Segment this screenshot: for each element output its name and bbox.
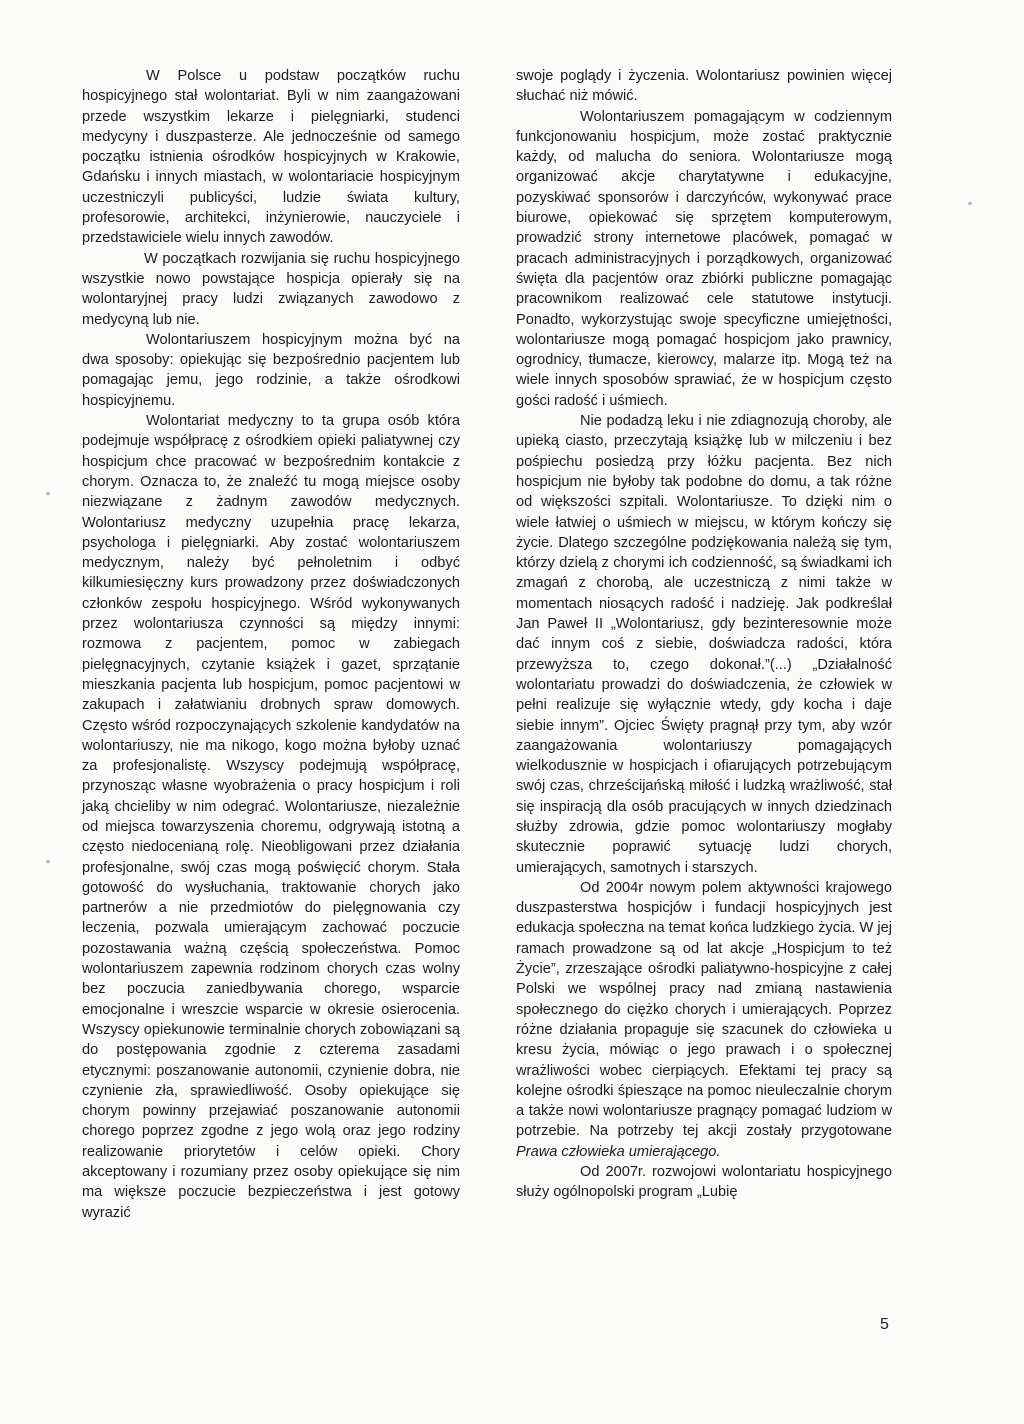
- paragraph: Od 2007r. rozwojowi wolontariatu hospicyjnego służy ogólnopolski program „Lubię: [516, 1164, 892, 1201]
- right-column: [516, 66, 892, 1203]
- left-column: [82, 66, 460, 1223]
- scan-speck: [46, 492, 50, 495]
- italic-title: Prawa człowieka umierającego.: [516, 1143, 721, 1160]
- paragraph: Wolontariuszem hospicyjnym można być na dwa sposoby: opiekując się bezpośrednio pacjentem lub pomagając jemu, jego rodzinie, a także ośrodkowi hospicyjnemu.: [82, 331, 460, 409]
- paragraph: swoje poglądy i życzenia. Wolontariusz powinien więcej słuchać niż mówić.: [516, 68, 892, 105]
- paragraph: W Polsce u podstaw początków ruchu hospicyjnego stał wolontariat. Byli w nim zaangażowani przede wszystkim lekarze i pielęgniarki, studenci medycyny i duszpasterze. Ale jednocześnie od samego początku istnienia ośrodków hospicyjnych w Krakowie, Gdańsku i innych miastach, w wolontariacie hospicyjnym uczestniczyli publicyści, ludzie świata kultury, profesorowie, architekci, inżynierowie, nauczyciele i przedstawiciele wielu innych zawodów.: [82, 68, 460, 247]
- scan-speck: [968, 202, 972, 205]
- paragraph-text: Od 2004r nowym polem aktywności krajowego duszpasterstwa hospicjów i fundacji hospicyjnych jest edukacja społeczna na temat końca ludzkiego życia. W jej ramach prowadzone są od lat akcje „Hospicjum to też Życie”, zrzeszające ośrodki paliatywno-hospicyjne z całej Polski we wspólnej pracy nad zmianą nastawienia społecznego do ciężko chorych i umierających. Poprzez różne działania propaguje się szacunek do człowieka u kresu życia, mówiąc o jego prawach i o społecznej wrażliwości wobec cierpiących. Efektami tej pracy są kolejne ośrodki śpieszące na pomoc nieuleczalnie chorym a także nowi wolontariusze pragnący pomagać ludziom w potrzebie. Na potrzeby tej akcji zostały przygotowane: [516, 879, 892, 1140]
- paragraph: Wolontariuszem pomagającym w codziennym funkcjonowaniu hospicjum, może zostać praktycznie każdy, od malucha do seniora. Wolontariusze mogą organizować akcje charytatywne i edukacyjne, pozyskiwać sponsorów i darczyńców, wykonywać prace biurowe, opiekować się sprzętem komputerowym, prowadzić strony internetowe placówek, pomagać w pracach administracyjnych i porządkowych, organizować święta dla pacjentów oraz zbiórki publiczne pomagając pracownikom realizować cele statutowe instytucji. Ponadto, wykorzystując swoje specyficzne umiejętności, wolontariusze mogą pomagać hospicjom jako prawnicy, ogrodnicy, tłumacze, kierowcy, malarze itp. Mogą też na wiele innych sposobów sprawiać, że w hospicjum często gości radość i uśmiech.: [516, 108, 892, 409]
- paragraph: [516, 878, 892, 1162]
- scan-speck: [46, 860, 50, 863]
- paragraph: W początkach rozwijania się ruchu hospicyjnego wszystkie nowo powstające hospicja opierały się na wolontaryjnej pracy ludzi związanych zawodowo z medycyną lub nie.: [82, 250, 460, 328]
- paragraph: Nie podadzą leku i nie zdiagnozują choroby, ale upieką ciasto, przeczytają książkę lub w milczeniu i bez pośpiechu posiedzą przy łóżku pacjenta. Bez nich hospicjum nie byłoby tak podobne do domu, a tak różne od większości szpitali. Wolontariusze. To dzięki nim o wiele łatwiej o uśmiech w miejscu, w którym kończy się życie. Dlatego szczególne podziękowania należą się tym, którzy dzielą z chorymi ich codzienność, są świadkami ich zmagań z chorobą, ale uczestniczą z nimi także w momentach niosących radość i nadzieję. Jak podkreślał Jan Paweł II „Wolontariusz, gdy bezinteresownie może dać innym coś z siebie, doświadcza radości, która przewyższa to, czego dokonał.”(...) „Działalność wolontariatu prowadzi do doświadczenia, że człowiek w pełni realizuje się wyłącznie wtedy, gdy kocha i daje siebie innym”. Ojciec Święty pragnął przy tym, aby wzór zaangażowania wolontariuszy pomagających wielkodusznie w hospicjach i ofiarujących potrzebującym swój czas, chrześcijańską miłość i ludzką wrażliwość, stał się inspiracją dla osób pracujących w innych dziedzinach służby zdrowia, gdzie pomoc wolontariuszy mogłaby skutecznie poprawić sytuację ludzi chorych, umierających, samotnych i starszych.: [516, 413, 892, 876]
- page-number: 5: [880, 1316, 889, 1333]
- paragraph: Wolontariat medyczny to ta grupa osób która podejmuje współpracę z ośrodkiem opieki paliatywnej czy hospicjum chce pracować w bezpośrednim kontakcie z chorym. Oznacza to, że znaleźć tu mogą miejsce osoby niezwiązane z żadnym zawodów medycznych. Wolontariusz medyczny uzupełnia pracę lekarza, psychologa i pielęgniarki. Aby zostać wolontariuszem medycznym, należy być pełnoletnim i odbyć kilkumiesięczny kurs prowadzony przez doświadczonych członków zespołu hospicyjnego. Wśród wykonywanych przez wolontariusza czynności są między innymi: rozmowa z pacjentem, pomoc w zabiegach pielęgnacyjnych, czytanie książek i gazet, sprzątanie mieszkania pacjenta lub hospicjum, pomoc pacjentowi w zakupach i załatwianiu drobnych spraw domowych. Często wśród rozpoczynających szkolenie kandydatów na wolontariuszy, nie ma nikogo, kogo można byłoby uznać za profesjonalistę. Wszyscy podejmują współpracę, przynosząc własne wyobrażenia o pracy hospicjum i roli jaką chcieliby w nim odegrać. Wolontariusze, niezależnie od miejsca towarzyszenia choremu, odgrywają istotną a często niedocenianą rolę. Nieobligowani przez działania profesjonalne, swój czas mogą poświęcić chorym. Stała gotowość do wysłuchania, traktowanie chorych jako partnerów a nie przedmiotów do pielęgnowania czy leczenia, pozwala umierającym zachować poczucie pozostawania ważną częścią społeczeństwa. Pomoc wolontariuszem zapewnia rodzinom chorych czas wolny bez poczucia zaniedbywania chorego, wsparcie emocjonalne i wreszcie wsparcie w okresie osierocenia. Wszyscy opiekunowie terminalnie chorych zobowiązani są do postępowania zgodnie z czterema zasadami etycznymi: poszanowanie autonomii, czynienie dobra, nie czynienie zła, sprawiedliwość. Osoby opiekujące się chorym powinny przejawiać poszanowanie autonomii chorego poprzez zgodne z jego wolą oraz jego rodziny realizowanie priorytetów i celów opieki. Chory akceptowany i rozumiany przez osoby opiekujące się nim ma większe poczucie bezpieczeństwa i jest gotowy wyrazić: [82, 413, 460, 1221]
